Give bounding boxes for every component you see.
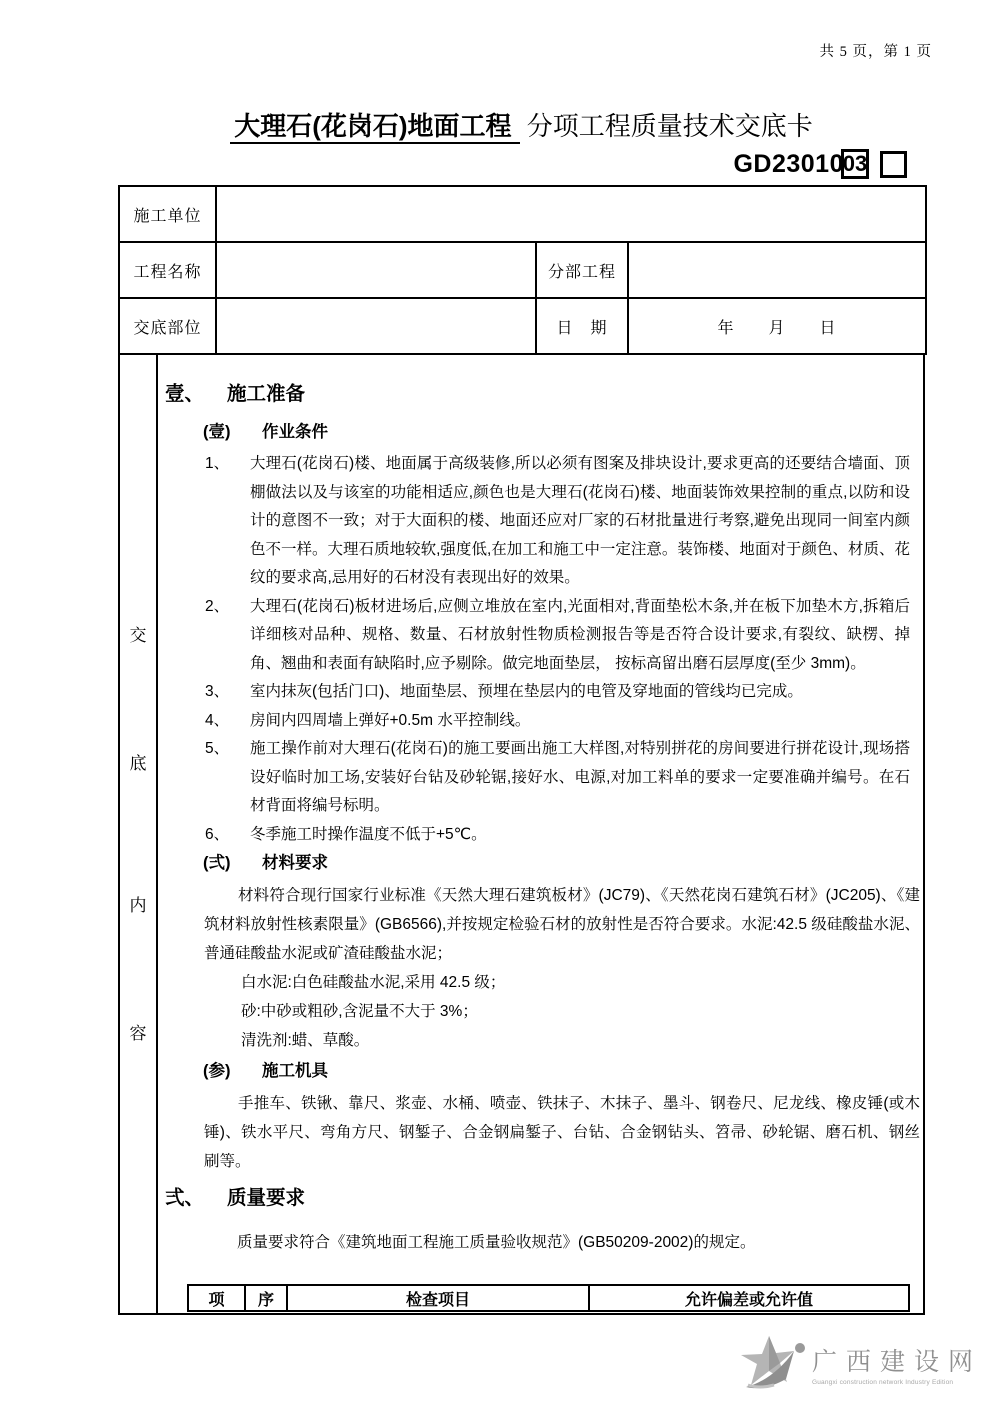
subsection-title: 材料要求	[262, 854, 328, 872]
date-value: 年 月 日	[628, 298, 926, 354]
list-item-number: 4、	[205, 711, 230, 729]
code-box-empty	[880, 151, 907, 178]
subsection-heading-construction-tools	[203, 1060, 923, 1082]
list-item	[205, 707, 923, 736]
disclosure-part-label: 交底部位	[119, 298, 216, 354]
title-project-name: 大理石(花岗石)地面工程	[230, 111, 519, 144]
info-row-construction-unit	[119, 186, 926, 242]
code-box-filled: 03	[841, 149, 869, 179]
side-label-char: 内	[129, 896, 147, 915]
sub-project-label: 分部工程	[536, 242, 628, 298]
watermark-site-name: 广西建设网	[811, 1349, 982, 1376]
list-item-text: 大理石(花岗石)楼、地面属于高级装修,所以必须有图案及排块设计,要求更高的还要结合墙面、顶棚做法以及与该室的功能相适应,颜色也是大理石(花岗石)楼、地面装饰效果控制的重点,以防和设计的意图不一致；对于大面积的楼、地面还应对厂家的石材批量进行考察,避免出现同一间室内颜色不一样。大理石质地较软,强度低,在加工和施工中一定注意。装饰楼、地面对于颜色、材质、花纹的要求高,忌用好的石材没有表现出好的效果。	[250, 455, 910, 586]
watermark-text	[812, 1342, 982, 1386]
title-suffix: 分项工程质量技术交底卡	[519, 111, 813, 141]
section-heading-preparation	[165, 381, 923, 408]
col-header-item: 项	[188, 1285, 245, 1311]
list-item	[205, 450, 923, 593]
material-line: 砂:中砂或粗砂,含泥量不大于 3%；	[241, 1003, 478, 1020]
list-item-text: 冬季施工时操作温度不低于+5℃。	[250, 825, 487, 843]
side-label-column	[120, 355, 158, 1313]
document-title	[118, 106, 925, 143]
material-line: 白水泥:白色硅酸盐水泥,采用 42.5 级；	[241, 974, 506, 991]
subsection-title: 作业条件	[262, 423, 328, 441]
code-prefix: GD23010	[733, 149, 844, 178]
section-heading-quality	[165, 1185, 923, 1212]
list-item	[205, 821, 923, 850]
section-number: 壹、	[165, 383, 205, 405]
side-label-char: 底	[129, 754, 147, 773]
construction-unit-value	[216, 186, 926, 242]
side-label-char: 容	[129, 1024, 147, 1043]
disclosure-part-value	[216, 298, 536, 354]
quality-paragraph: 质量要求符合《建筑地面工程施工质量验收规范》(GB50209-2002)的规定。	[237, 1234, 756, 1251]
section-title: 质量要求	[227, 1187, 306, 1209]
subsection-title: 施工机具	[262, 1062, 328, 1080]
watermark-subtitle: Guangxi construction network Industry Edition	[811, 1379, 954, 1386]
section-title: 施工准备	[227, 383, 306, 405]
list-item-number: 1、	[205, 455, 230, 472]
document-code	[733, 149, 907, 179]
list-item-text: 房间内四周墙上弹好+0.5m 水平控制线。	[250, 711, 531, 729]
list-item-number: 6、	[205, 825, 230, 843]
subsection-heading-work-conditions	[203, 421, 923, 443]
col-header-check-item: 检查项目	[287, 1285, 589, 1311]
subsection-number: (弍)	[203, 854, 231, 872]
list-item-number: 5、	[205, 740, 230, 757]
section-number: 弍、	[165, 1187, 205, 1209]
subsection-number: (参)	[203, 1062, 231, 1080]
content-main	[158, 355, 923, 1313]
quality-table-header-row	[188, 1285, 909, 1311]
date-label: 日 期	[536, 298, 628, 354]
list-item-number: 2、	[205, 597, 230, 615]
quality-check-table	[187, 1284, 910, 1312]
side-label-char: 交	[129, 626, 147, 645]
star-logo-icon	[736, 1335, 808, 1393]
project-name-value	[216, 242, 536, 298]
list-item-text: 施工操作前对大理石(花岗石)的施工要画出施工大样图,对特别拼花的房间要进行拼花设计,现场搭设好临时加工场,安装好台钻及砂轮锯,接好水、电源,对加工料单的要求一定要准确并编号。在石材背面将编号标明。	[250, 740, 910, 814]
material-paragraph: 材料符合现行国家行业标准《天然大理石建筑板材》(JC79)、《天然花岗石建筑石材》(JC205)、《建筑材料放射性核素限量》(GB6566),并按规定检验石材的放射性是否符合要求。水泥:42.5 级硅酸盐水泥、普通硅酸盐水泥或矿渣硅酸盐水泥；	[204, 887, 920, 962]
tools-paragraph: 手推车、铁锹、靠尺、浆壶、水桶、喷壶、铁抹子、木抹子、墨斗、钢卷尺、尼龙线、橡皮锤(或木锤)、铁水平尺、弯角方尺、钢錾子、合金钢扁錾子、台钻、合金钢钻头、笤帚、砂轮锯、磨石机、钢丝刷等。	[204, 1095, 920, 1170]
info-row-project-name	[119, 242, 926, 298]
list-item-text: 大理石(花岗石)板材进场后,应侧立堆放在室内,光面相对,背面垫松木条,并在板下加垫木方,拆箱后详细核对品种、规格、数量、石材放射性物质检测报告等是否符合设计要求,有裂纹、缺楞、掉角、翘曲和表面有缺陷时,应予剔除。做完地面垫层， 按标高留出磨石层厚度(至少 3mm)。	[250, 597, 910, 672]
page-indicator: 共 5 页，第 1 页	[819, 44, 932, 60]
subsection-heading-material-requirements	[203, 852, 923, 874]
subsection-number: (壹)	[203, 423, 231, 441]
list-item	[205, 678, 923, 707]
list-item	[205, 593, 923, 679]
col-header-seq: 序	[245, 1285, 287, 1311]
sub-project-value	[628, 242, 926, 298]
info-row-disclosure-part	[119, 298, 926, 354]
construction-unit-label: 施工单位	[119, 186, 216, 242]
disclosure-content-box	[118, 353, 925, 1315]
col-header-allowed-deviation: 允许偏差或允许值	[589, 1285, 909, 1311]
list-item	[205, 735, 923, 821]
list-item-text: 室内抹灰(包括门口)、地面垫层、预埋在垫层内的电管及穿地面的管线均已完成。	[250, 683, 803, 700]
watermark	[736, 1335, 982, 1393]
list-item-number: 3、	[205, 683, 230, 700]
info-table	[118, 185, 927, 355]
project-name-label: 工程名称	[119, 242, 216, 298]
material-line: 清洗剂:蜡、草酸。	[241, 1032, 370, 1049]
